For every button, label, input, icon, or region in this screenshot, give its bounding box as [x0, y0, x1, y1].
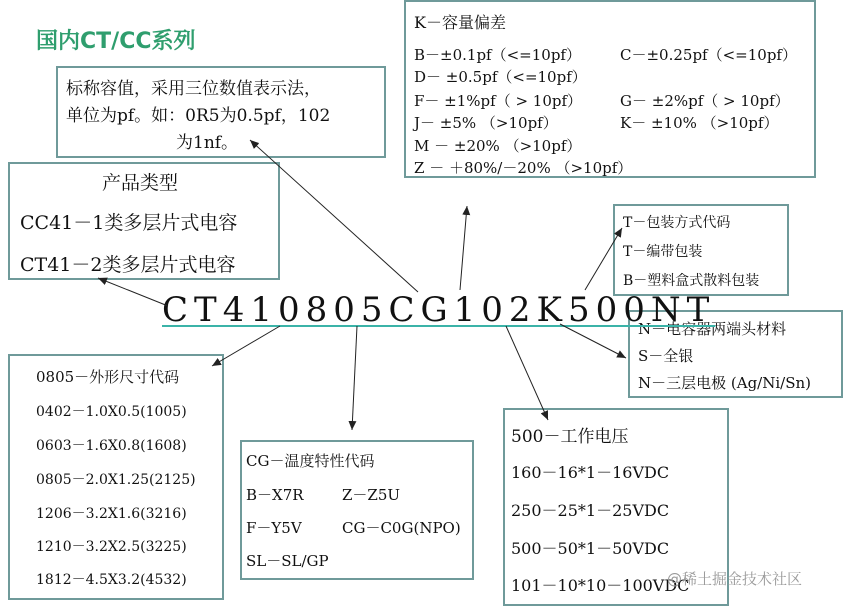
nominal-line: 标称容值，采用三位数值表示法，	[66, 79, 321, 99]
packaging-item: T－编带包装	[623, 244, 703, 260]
size-item: 1812－4.5X3.2(4532)	[36, 572, 187, 588]
arrow-to-voltage	[506, 326, 548, 420]
size-item: 1210－3.2X2.5(3225)	[36, 539, 187, 555]
tolerance-item: K－ ±10% （>10pf）	[620, 114, 779, 132]
tolerance-item: C－±0.25pf（<=10pf）	[620, 46, 797, 64]
terminal-item: N－三层电极 (Ag/Ni/Sn)	[638, 374, 811, 392]
tolerance-item: D－ ±0.5pf（<=10pf）	[414, 68, 587, 86]
temp-item: SL－SL/GP	[246, 552, 329, 570]
arrow-to-terminal	[560, 324, 626, 358]
arrow-to-tolerance	[460, 206, 467, 290]
product-type-heading: 产品类型	[102, 172, 179, 194]
arrow-to-packaging	[585, 228, 622, 290]
size-item: 0402－1.0X0.5(1005)	[36, 404, 187, 420]
nominal-line: 为1nf。	[176, 133, 239, 153]
watermark: @稀土掘金技术社区	[667, 570, 803, 588]
tolerance-item: F－ ±1%pf（ > 10pf）	[414, 92, 583, 110]
tolerance-item: Z － ＋80%/－20% （>10pf）	[414, 159, 633, 177]
size-heading: 0805－外形尺寸代码	[36, 368, 180, 386]
packaging-item: T－包装方式代码	[623, 215, 731, 231]
temp-item: Z－Z5U	[342, 486, 401, 504]
tolerance-item: J－ ±5% （>10pf）	[414, 114, 558, 132]
product-type-item: CT41－2类多层片式电容	[20, 254, 236, 276]
page-title: 国内CT/CC系列	[36, 29, 196, 54]
voltage-item: 500－50*1－50VDC	[511, 539, 670, 558]
arrow-to-size	[212, 326, 280, 366]
temp-item: B－X7R	[246, 486, 304, 504]
terminal-item: S－全银	[638, 347, 694, 365]
size-item: 0603－1.6X0.8(1608)	[36, 438, 187, 454]
part-code-text: CT410805CG102K500NT	[162, 290, 716, 330]
temp-heading: CG－温度特性代码	[246, 452, 375, 470]
voltage-heading: 500－工作电压	[511, 427, 629, 447]
voltage-item: 101－10*10－100VDC	[511, 576, 690, 595]
tolerance-item: G－ ±2%pf（ > 10pf）	[620, 92, 790, 110]
arrow-to-product-type	[98, 278, 168, 306]
size-item: 1206－3.2X1.6(3216)	[36, 506, 187, 522]
tolerance-heading: K－容量偏差	[414, 13, 506, 32]
size-item: 0805－2.0X1.25(2125)	[36, 472, 196, 488]
temp-item: CG－C0G(NPO)	[342, 519, 461, 537]
product-type-item: CC41－1类多层片式电容	[20, 212, 238, 234]
terminal-item: N－电容器两端头材料	[638, 320, 787, 338]
arrow-to-nominal	[250, 140, 418, 292]
tolerance-item: M － ±20% （>10pf）	[414, 137, 582, 155]
packaging-item: B－塑料盒式散料包装	[623, 273, 760, 289]
tolerance-item: B－±0.1pf（<=10pf）	[414, 46, 581, 64]
voltage-item: 160－16*1－16VDC	[511, 463, 670, 482]
nominal-line: 单位为pf。如：0R5为0.5pf，102	[66, 106, 331, 126]
temp-item: F－Y5V	[246, 519, 302, 537]
arrow-to-temperature	[352, 326, 357, 430]
voltage-item: 250－25*1－25VDC	[511, 501, 670, 520]
